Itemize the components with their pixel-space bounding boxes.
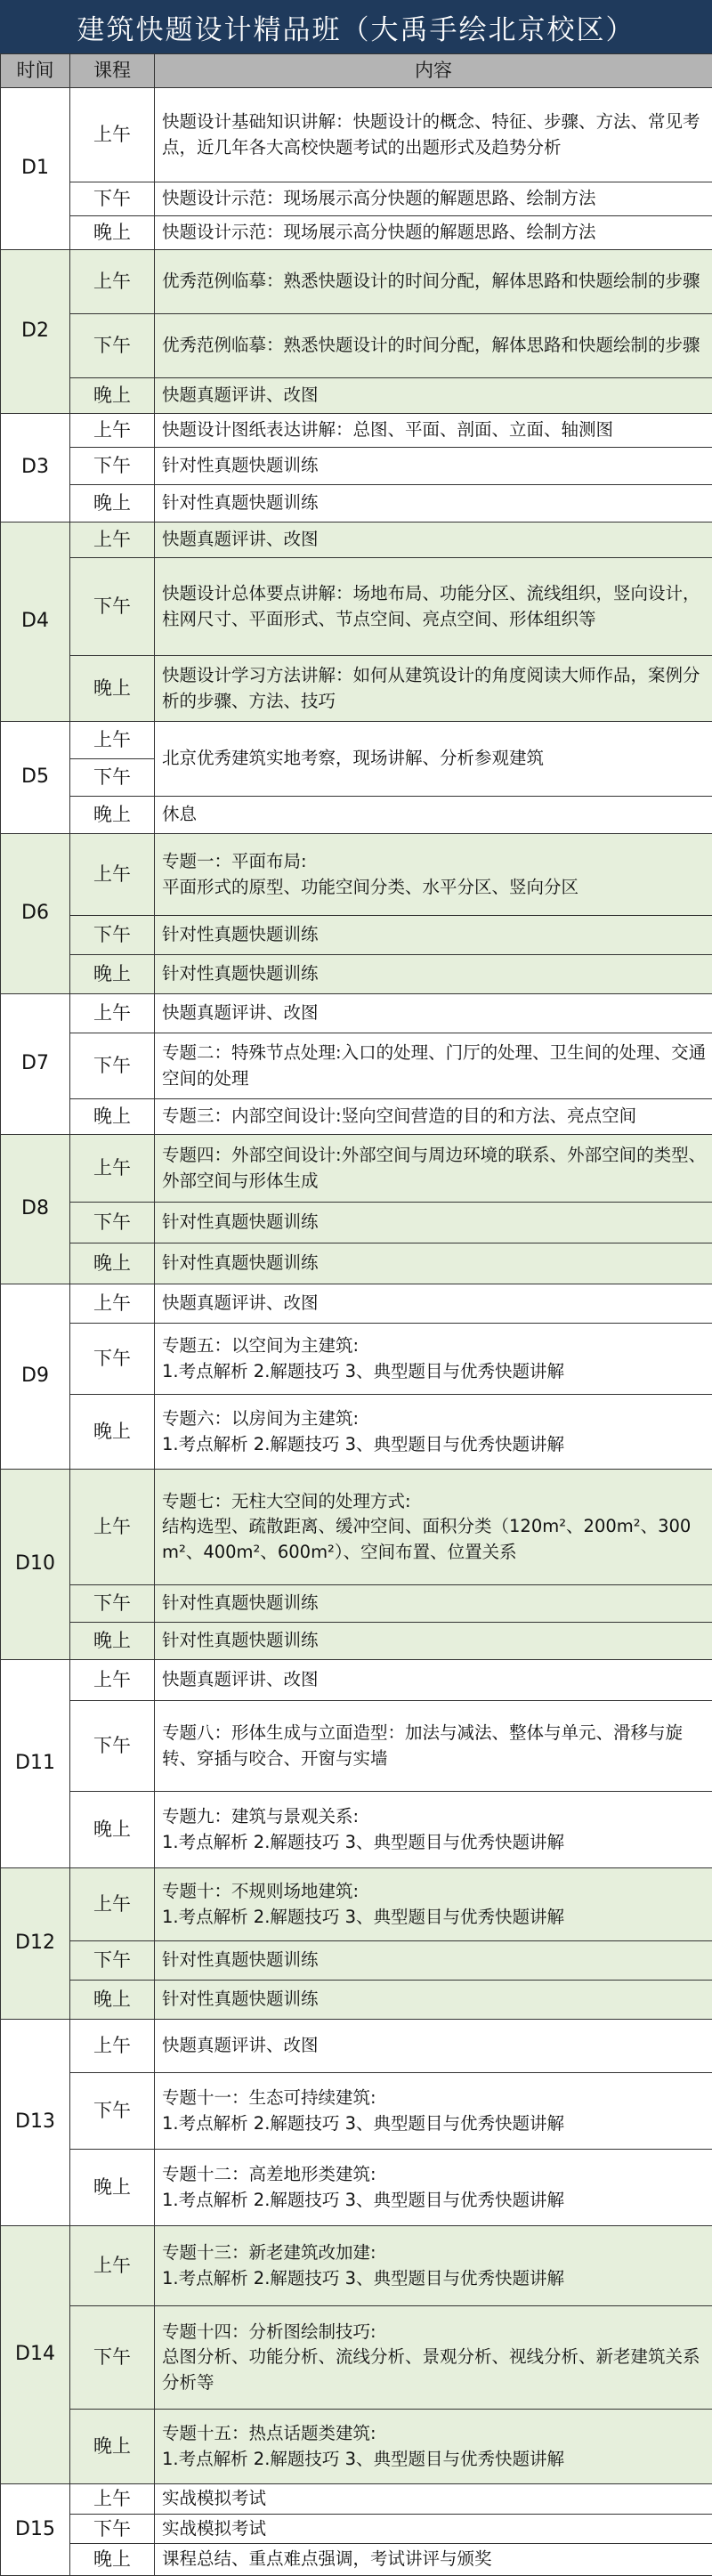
content-cell [155,448,712,485]
session-cell: 晚上 [70,2410,155,2484]
table-row [1,485,712,522]
table-row [1,2226,712,2306]
content-line: 快题设计图纸表达讲解：总图、平面、剖面、立面、轴测图 [162,417,707,443]
session-cell: 晚上 [70,2150,155,2226]
content-line: 针对性真题快题训练 [162,1591,707,1616]
session-cell: 晚上 [70,378,155,414]
content-cell [155,955,712,994]
content-cell [155,378,712,414]
day-cell: D10 [1,1470,70,1660]
table-row [1,414,712,448]
content-cell [155,1660,712,1701]
day-cell: D12 [1,1868,70,2020]
session-cell: 上午 [70,834,155,916]
session-cell: 晚上 [70,1623,155,1660]
content-cell [155,216,712,250]
content-line: 快题设计基础知识讲解：快题设计的概念、特征、步骤、方法、常见考点，近几年各大高校快题考试的出题形式及趋势分析 [162,109,707,160]
content-line: 针对性真题快题训练 [162,1987,707,2013]
session-cell: 上午 [70,2226,155,2306]
table-row [1,1470,712,1585]
content-line: 1.考点解析 2.解题技巧 3、典型题目与优秀快题讲解 [162,2447,707,2473]
content-line: 专题四：外部空间设计:外部空间与周边环境的联系、外部空间的类型、外部空间与形体生成 [162,1143,707,1194]
content-cell [155,994,712,1033]
session-cell: 晚上 [70,1099,155,1135]
content-line: 快题设计示范：现场展示高分快题的解题思路、绘制方法 [162,186,707,212]
session-cell: 上午 [70,1868,155,1941]
content-cell [155,485,712,522]
table-row [1,2306,712,2410]
table-row [1,2544,712,2576]
day-cell: D3 [1,414,70,522]
content-cell [155,522,712,558]
header-session: 课程 [70,54,155,88]
session-cell: 晚上 [70,485,155,522]
content-line: 总图分析、功能分析、流线分析、景观分析、视线分析、新老建筑关系分析等 [162,2345,707,2395]
session-cell: 晚上 [70,656,155,722]
session-cell: 上午 [70,88,155,182]
table-row [1,1243,712,1284]
content-line: 专题十五：热点话题类建筑: [162,2421,707,2447]
session-cell: 下午 [70,1941,155,1981]
day-cell: D8 [1,1135,70,1284]
content-line: 1.考点解析 2.解题技巧 3、典型题目与优秀快题讲解 [162,1905,707,1931]
day-cell: D7 [1,994,70,1135]
content-line: 课程总结、重点难点强调，考试讲评与颁奖 [162,2547,707,2572]
session-cell: 晚上 [70,1981,155,2020]
content-cell [155,2020,712,2073]
content-line: 1.考点解析 2.解题技巧 3、典型题目与优秀快题讲解 [162,2188,707,2214]
table-row [1,2484,712,2515]
content-line: 1.考点解析 2.解题技巧 3、典型题目与优秀快题讲解 [162,1359,707,1385]
day-cell: D13 [1,2020,70,2226]
table-row [1,916,712,955]
session-cell: 上午 [70,2020,155,2073]
table-row [1,314,712,378]
schedule-body [1,88,712,2576]
content-line: 平面形式的原型、功能空间分类、水平分区、竖向分区 [162,875,707,901]
content-line: 专题二：特殊节点处理:入口的处理、门厅的处理、卫生间的处理、交通空间的处理 [162,1041,707,1091]
table-row [1,182,712,216]
session-cell: 下午 [70,1203,155,1243]
content-cell [155,1033,712,1099]
session-cell: 下午 [70,759,155,797]
table-row [1,1623,712,1660]
content-cell [155,1585,712,1623]
session-cell: 晚上 [70,797,155,834]
content-line: 优秀范例临摹：熟悉快题设计的时间分配，解体思路和快题绘制的步骤 [162,333,707,359]
content-line: 专题一：平面布局: [162,849,707,875]
table-row [1,1941,712,1981]
content-cell [155,558,712,656]
header-time: 时间 [1,54,70,88]
table-row [1,1324,712,1395]
day-cell: D5 [1,722,70,834]
session-cell: 下午 [70,2306,155,2410]
day-cell: D14 [1,2226,70,2484]
day-cell: D2 [1,250,70,414]
content-cell [155,2150,712,2226]
content-line: 专题十二：高差地形类建筑: [162,2162,707,2188]
content-line: 快题真题评讲、改图 [162,383,707,409]
session-cell: 上午 [70,250,155,314]
content-line: 快题真题评讲、改图 [162,1000,707,1026]
table-row [1,216,712,250]
content-cell [155,1470,712,1585]
session-cell: 晚上 [70,216,155,250]
content-line: 针对性真题快题训练 [162,922,707,948]
table-row [1,1099,712,1135]
day-cell: D15 [1,2484,70,2576]
content-cell [155,656,712,722]
table-row [1,1868,712,1941]
table-row [1,797,712,834]
content-line: 快题设计示范：现场展示高分快题的解题思路、绘制方法 [162,220,707,246]
session-cell: 晚上 [70,1395,155,1470]
content-line: 专题五：以空间为主建筑: [162,1333,707,1359]
schedule-table [0,53,712,2576]
content-cell [155,2410,712,2484]
content-line: 专题三：内部空间设计:竖向空间营造的目的和方法、亮点空间 [162,1104,707,1130]
session-cell: 晚上 [70,1243,155,1284]
session-cell: 上午 [70,1660,155,1701]
content-line: 实战模拟考试 [162,2516,707,2542]
content-cell [155,1135,712,1203]
session-cell: 下午 [70,1701,155,1792]
content-line: 1.考点解析 2.解题技巧 3、典型题目与优秀快题讲解 [162,2266,707,2292]
content-line: 专题八：形体生成与立面造型：加法与减法、整体与单元、滑移与旋转、穿插与咬合、开窗与实墙 [162,1721,707,1771]
content-cell [155,834,712,916]
content-line: 休息 [162,802,707,828]
session-cell: 下午 [70,916,155,955]
session-cell: 下午 [70,1324,155,1395]
table-row [1,1033,712,1099]
content-line: 针对性真题快题训练 [162,1251,707,1276]
content-cell [155,2226,712,2306]
day-cell: D6 [1,834,70,994]
session-cell: 下午 [70,182,155,216]
content-cell [155,1981,712,2020]
content-cell [155,2484,712,2515]
session-cell: 上午 [70,1284,155,1324]
content-line: 优秀范例临摹：熟悉快题设计的时间分配，解体思路和快题绘制的步骤 [162,269,707,295]
day-cell: D1 [1,88,70,250]
table-row [1,2073,712,2150]
session-cell: 晚上 [70,2544,155,2576]
page-title: 建筑快题设计精品班（大禹手绘北京校区） [0,0,712,53]
content-line: 专题六：以房间为主建筑: [162,1406,707,1432]
session-cell: 上午 [70,2484,155,2515]
session-cell: 下午 [70,2073,155,2150]
table-row [1,250,712,314]
table-row [1,1660,712,1701]
table-row [1,1135,712,1203]
table-row [1,558,712,656]
session-cell: 下午 [70,448,155,485]
session-cell: 晚上 [70,955,155,994]
table-row [1,378,712,414]
content-line: 1.考点解析 2.解题技巧 3、典型题目与优秀快题讲解 [162,1432,707,1458]
content-cell [155,88,712,182]
table-row [1,994,712,1033]
table-row [1,2410,712,2484]
session-cell: 晚上 [70,1792,155,1868]
content-line: 快题设计总体要点讲解：场地布局、功能分区、流线组织，竖向设计，柱网尺寸、平面形式、节点空间、亮点空间、形体组织等 [162,581,707,632]
session-cell: 上午 [70,522,155,558]
content-line: 专题十一：生态可持续建筑: [162,2086,707,2111]
content-line: 针对性真题快题训练 [162,453,707,479]
table-row [1,1395,712,1470]
content-line: 专题十三：新老建筑改加建: [162,2240,707,2266]
table-row [1,2514,712,2544]
session-cell: 下午 [70,2514,155,2544]
table-row [1,88,712,182]
day-cell: D4 [1,522,70,722]
table-row [1,834,712,916]
content-cell [155,1792,712,1868]
content-cell [155,2306,712,2410]
session-cell: 上午 [70,414,155,448]
table-header-row [1,54,712,88]
table-row [1,955,712,994]
content-line: 专题七：无柱大空间的处理方式: [162,1489,707,1515]
content-cell [155,1243,712,1284]
header-content: 内容 [155,54,712,88]
session-cell: 上午 [70,1470,155,1585]
session-cell: 下午 [70,1585,155,1623]
day-cell: D9 [1,1284,70,1470]
content-cell [155,1868,712,1941]
session-cell: 下午 [70,1033,155,1099]
content-line: 快题设计学习方法讲解：如何从建筑设计的角度阅读大师作品，案例分析的步骤、方法、技巧 [162,663,707,714]
content-line: 针对性真题快题训练 [162,961,707,987]
session-cell: 上午 [70,994,155,1033]
table-row [1,1203,712,1243]
table-row [1,722,712,759]
content-cell [155,414,712,448]
table-row [1,1792,712,1868]
table-row [1,2150,712,2226]
content-line: 1.考点解析 2.解题技巧 3、典型题目与优秀快题讲解 [162,1830,707,1856]
table-row [1,1701,712,1792]
content-cell [155,1701,712,1792]
content-cell [155,797,712,834]
content-line: 结构选型、疏散距离、缓冲空间、面积分类（120m²、200m²、300m²、400m²、600m²）、空间布置、位置关系 [162,1514,707,1565]
content-cell [155,182,712,216]
table-row [1,448,712,485]
content-line: 针对性真题快题训练 [162,1948,707,1973]
content-cell [155,1395,712,1470]
content-line: 1.考点解析 2.解题技巧 3、典型题目与优秀快题讲解 [162,2111,707,2137]
content-line: 快题真题评讲、改图 [162,1291,707,1316]
content-cell [155,2073,712,2150]
content-line: 快题真题评讲、改图 [162,1667,707,1693]
content-cell [155,916,712,955]
table-row [1,1284,712,1324]
table-row [1,522,712,558]
day-cell: D11 [1,1660,70,1868]
content-line: 专题九：建筑与景观关系: [162,1804,707,1830]
content-cell [155,250,712,314]
session-cell: 上午 [70,1135,155,1203]
content-line: 实战模拟考试 [162,2486,707,2512]
content-cell [155,2514,712,2544]
content-cell [155,2544,712,2576]
session-cell: 下午 [70,558,155,656]
content-line: 针对性真题快题训练 [162,1628,707,1654]
session-cell: 上午 [70,722,155,759]
content-cell: 北京优秀建筑实地考察，现场讲解、分析参观建筑 [155,722,712,797]
table-row [1,1981,712,2020]
content-line: 专题十：不规则场地建筑: [162,1879,707,1905]
content-cell [155,1941,712,1981]
content-cell [155,1623,712,1660]
content-cell [155,314,712,378]
content-line: 专题十四：分析图绘制技巧: [162,2320,707,2345]
content-cell [155,1203,712,1243]
content-line: 针对性真题快题训练 [162,490,707,516]
table-row [1,1585,712,1623]
content-cell [155,1284,712,1324]
table-row [1,656,712,722]
table-row [1,2020,712,2073]
content-line: 快题真题评讲、改图 [162,527,707,553]
content-line: 针对性真题快题训练 [162,1210,707,1235]
content-cell [155,1324,712,1395]
content-cell [155,1099,712,1135]
session-cell: 下午 [70,314,155,378]
content-line: 快题真题评讲、改图 [162,2033,707,2059]
